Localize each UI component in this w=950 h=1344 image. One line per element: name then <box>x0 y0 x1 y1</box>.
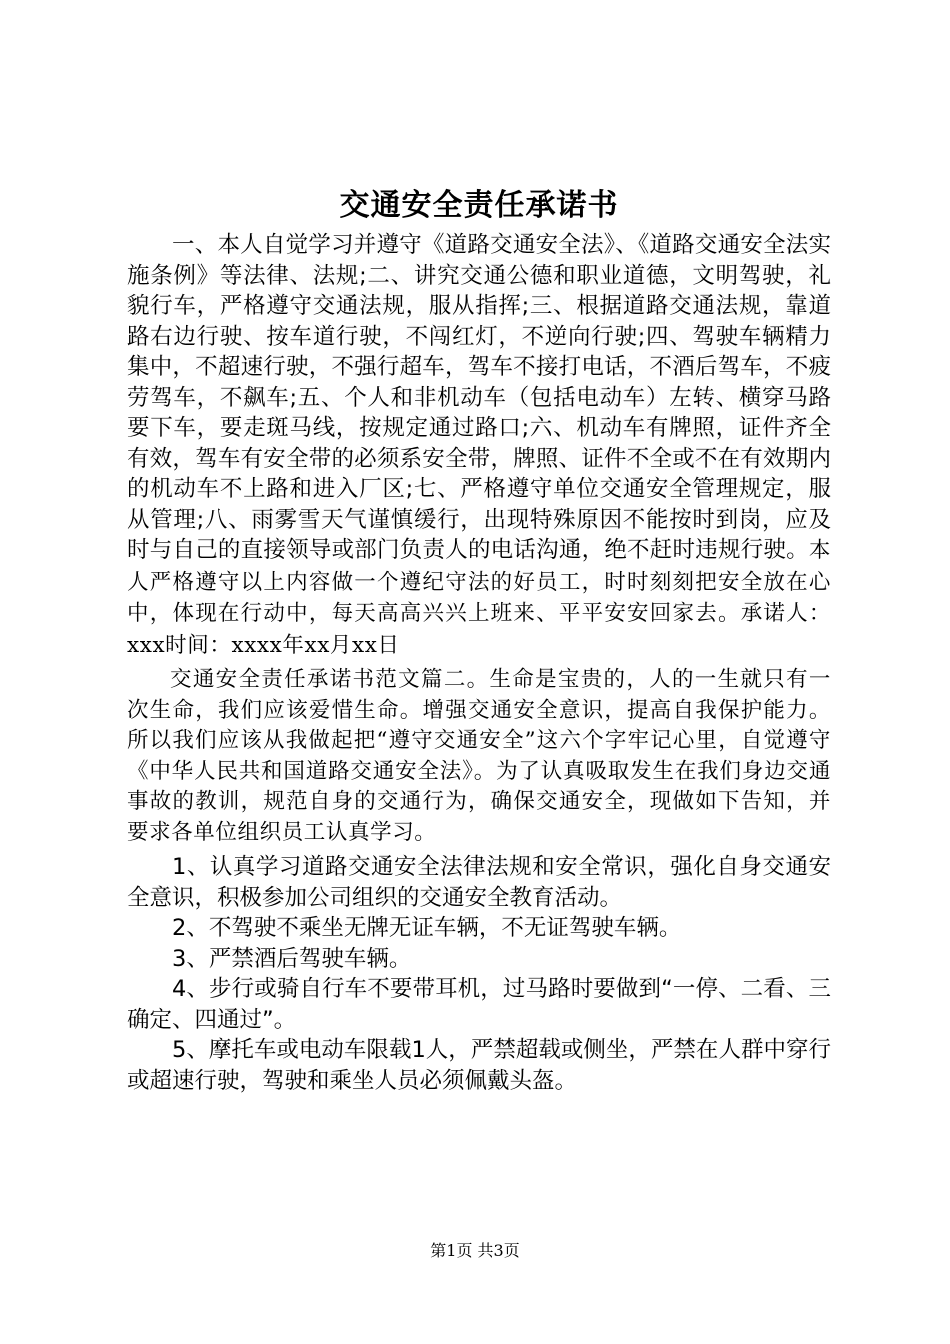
list-item: 5、摩托车或电动车限载1人，严禁超载或侧坐，严禁在人群中穿行或超速行驶，驾驶和乘坐人员必须佩戴头盔。 <box>127 1037 831 1094</box>
sample-two-paragraph: 交通安全责任承诺书范文篇二。生命是宝贵的，人的一生就只有一次生命，我们应该爱惜生命。增强交通安全意识，提高自我保护能力。所以我们应该从我做起把“遵守交通安全”这六个字牢记心里，自觉遵守《中华人民共和国道路交通安全法》。为了认真吸取发生在我们身边交通事故的教训，规范自身的交通行为，确保交通安全，现做如下告知，并要求各单位组织员工认真学习。 <box>127 667 831 845</box>
list-item: 2、不驾驶不乘坐无牌无证车辆，不无证驾驶车辆。 <box>172 915 682 941</box>
document-title: 交通安全责任承诺书 <box>339 188 619 223</box>
list-item: 3、严禁酒后驾驶车辆。 <box>172 945 412 972</box>
commitment-paragraph <box>127 230 831 661</box>
page-number-footer: 第1页 共3页 <box>430 1241 520 1260</box>
commitment-rules-text: 一、本人自觉学习并遵守《道路交通安全法》、《道路交通安全法实施条例》等法律、法规;二、讲究交通公德和职业道德，文明驾驶，礼貌行车，严格遵守交通法规，服从指挥;三、根据道路交通法规，靠道路右边行驶、按车道行驶，不闯红灯，不逆向行驶;四、驾驶车辆精力集中，不超速行驶，不强行超车，驾车不接打电话，不酒后驾车，不疲劳驾车，不飙车;五、个人和非机动车（包括电动车）左转、横穿马路要下车，要走斑马线，按规定通过路口;六、机动车有牌照，证件齐全有效，驾车有安全带的必须系安全带，牌照、证件不全或不在有效期内的机动车不上路和进入厂区;七、严格遵守单位交通安全管理规定，服从管理;八、雨雾雪天气谨慎缓行，出现特殊原因不能按时到岗，应及时与自己的直接领导或部门负责人的电话沟通，绝不赶时违规行驶。 <box>127 232 831 563</box>
commitment-pledge-text: 本人严格遵守以上内容做一个遵纪守法的好员工，时时刻刻把安全放在心中，体现在行动中，每天高高兴兴上班来、平平安安回家去。承诺人：xxx时间：xxxx年xx月xx日 <box>127 538 831 658</box>
list-item: 4、步行或骑自行车不要带耳机，过马路时要做到“一停、二看、三确定、四通过”。 <box>127 976 831 1033</box>
document-body <box>127 186 831 1096</box>
list-item: 1、认真学习道路交通安全法律法规和安全常识，强化自身交通安全意识，积极参加公司组织的交通安全教育活动。 <box>127 854 831 911</box>
